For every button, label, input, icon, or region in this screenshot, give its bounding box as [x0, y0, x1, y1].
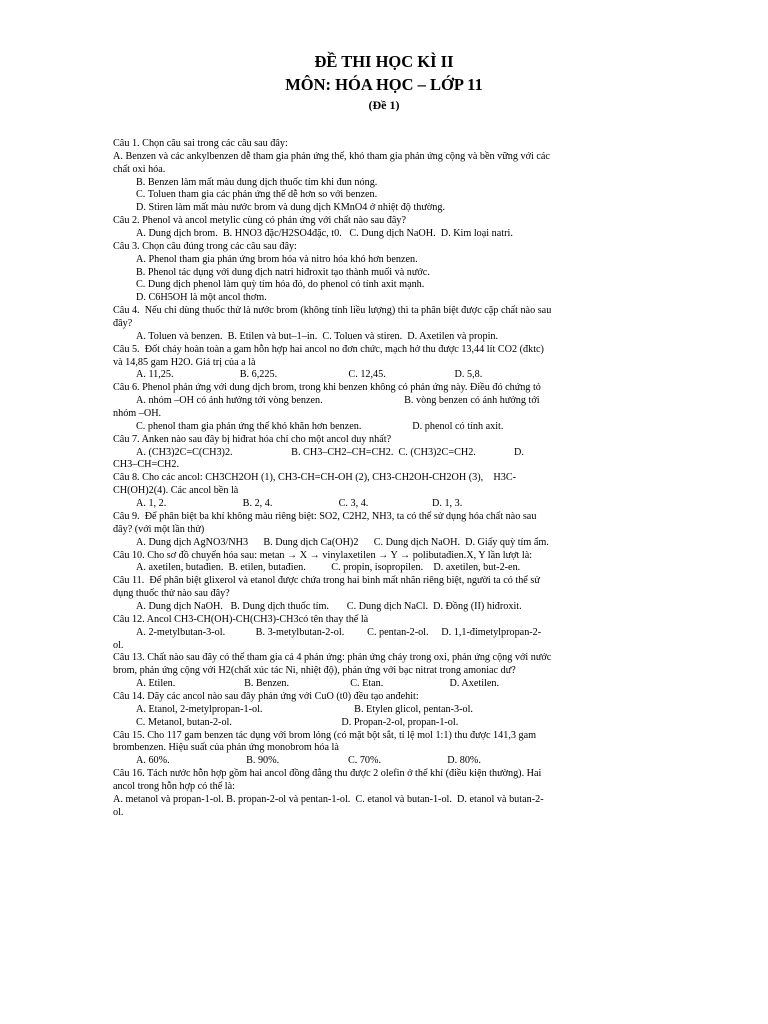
text-line: A. Etanol, 2-metylpropan-1-ol. B. Etylen glicol, pentan-3-ol.: [136, 703, 473, 715]
text-line: ol.: [113, 639, 124, 651]
text-line: A. Benzen và các ankylbenzen dễ tham gia phản ứng thế, khó tham gia phản ứng cộng và bền vững với các: [113, 150, 550, 162]
text-line: B. Phenol tác dụng với dung dịch natri hiđroxit tạo thành muối và nước.: [136, 266, 430, 278]
text-line: Câu 10. Cho sơ đồ chuyển hóa sau: metan → X → vinylaxetilen → Y → polibutađien.X, Y lần lượt là:: [113, 549, 533, 561]
text-line: và 14,85 gam H2O. Giá trị của a là: [113, 356, 256, 368]
text-line: đây?: [113, 318, 133, 330]
question-list: [113, 138, 658, 820]
text-line: Câu 14. Dãy các ancol nào sau đây phản ứng với CuO (t0) đều tạo anđehit:: [113, 690, 419, 702]
text-line: dụng thuốc thử nào sau đây?: [113, 588, 230, 600]
text-line: B. Benzen làm mất màu dung dịch thuốc tím khi đun nóng.: [136, 176, 378, 188]
text-line: chất oxi hóa.: [113, 163, 166, 175]
text-line: A. Dung dịch brom. B. HNO3 đặc/H2SO4đặc, t0. C. Dung dịch NaOH. D. Kim loại natri.: [136, 228, 513, 240]
text-line: brom, phản ứng cộng với H2(chất xúc tác Ni, nhiệt độ), phản ứng với bạc nitrat trong amoniac dư?: [113, 665, 516, 677]
text-line: Câu 7. Anken nào sau đây bị hiđrat hóa chỉ cho một ancol duy nhất?: [113, 433, 392, 445]
text-line: A. axetilen, butađien. B. etilen, butađien. C. propin, isopropilen. D. axetilen, but-2-en.: [136, 562, 521, 574]
text-line: C. phenol tham gia phản ứng thế khó khăn hơn benzen. D. phenol có tính axit.: [136, 420, 504, 432]
text-line: Câu 11. Để phân biệt glixerol và etanol được chứa trong hai bình mất nhãn riêng biệt, người ta có thể sử: [113, 575, 540, 587]
text-line: D. Stiren làm mất màu nước brom và dung dịch KMnO4 ở nhiệt độ thường.: [136, 202, 446, 214]
text-line: Câu 12. Ancol CH3-CH(OH)-CH(CH3)-CH3có tên thay thế là: [113, 613, 369, 625]
text-line: A. 60%. B. 90%. C. 70%. D. 80%.: [136, 755, 481, 767]
document-header: [0, 52, 768, 113]
text-line: A. Dung dịch NaOH. B. Dung dịch thuốc tím. C. Dung dịch NaCl. D. Đồng (II) hiđroxit.: [136, 600, 522, 612]
text-line: Câu 5. Đốt cháy hoàn toàn a gam hỗn hợp hai ancol no đơn chức, mạch hở thu được 13,44 lít CO2 (đktc): [113, 343, 544, 355]
text-line: A. nhóm –OH có ảnh hưởng tới vòng benzen. B. vòng benzen có ảnh hưởng tới: [136, 395, 540, 407]
text-line: Câu 3. Chọn câu đúng trong các câu sau đây:: [113, 240, 297, 252]
text-line: đây? (với một lần thử): [113, 523, 205, 535]
text-line: nhóm –OH.: [113, 408, 162, 420]
text-line: brombenzen. Hiệu suất của phản ứng monobrom hóa là: [113, 742, 339, 754]
text-line: A. Phenol tham gia phản ứng brom hóa và nitro hóa khó hơn benzen.: [136, 253, 418, 265]
text-line: Câu 15. Cho 117 gam benzen tác dụng với brom lỏng (có mặt bột sắt, tỉ lệ mol 1:1) thu được 141,3 gam: [113, 729, 537, 741]
text-line: CH3–CH=CH2.: [113, 459, 180, 471]
text-line: C. Dung dịch phenol làm quỳ tím hóa đỏ, do phenol có tính axit mạnh.: [136, 279, 425, 291]
text-line: A. Toluen và benzen. B. Etilen và but–1–in. C. Toluen và stiren. D. Axetilen và propin.: [136, 330, 499, 342]
text-line: ancol trong hỗn hợp có thể là:: [113, 780, 235, 792]
text-line: Câu 16. Tách nước hỗn hợp gồm hai ancol đồng đẳng thu được 2 olefin ở thể khí (điều kiện thường). Hai: [113, 768, 542, 780]
text-line: D. C6H5OH là một ancol thơm.: [136, 292, 267, 304]
exam-code: (Đề 1): [368, 98, 400, 112]
text-line: A. 11,25. B. 6,225. C. 12,45. D. 5,8.: [136, 369, 483, 381]
text-line: ol.: [113, 806, 124, 818]
text-line: Câu 4. Nếu chỉ dùng thuốc thử là nước brom (không tính liều lượng) thì ta phân biệt được cặp chất nào sau: [113, 305, 552, 317]
text-line: A. 2-metylbutan-3-ol. B. 3-metylbutan-2-ol. C. pentan-2-ol. D. 1,1-đimetylpropan-2-: [136, 626, 542, 638]
text-line: Câu 8. Cho các ancol: CH3CH2OH (1), CH3-CH=CH-OH (2), CH3-CH2OH-CH2OH (3), H3C-: [113, 472, 517, 484]
exam-title: ĐỀ THI HỌC KÌ II: [314, 52, 454, 71]
text-line: A. Etilen. B. Benzen. C. Etan. D. Axetilen.: [136, 678, 500, 690]
text-line: Câu 6. Phenol phản ứng với dung dịch brom, trong khi benzen không có phản ứng này. Điều đó chứng tỏ: [113, 382, 541, 394]
text-line: A. Dung dịch AgNO3/NH3 B. Dung dịch Ca(OH)2 C. Dung dịch NaOH. D. Giấy quỳ tím ẩm.: [136, 536, 549, 548]
text-line: A. (CH3)2C=C(CH3)2. B. CH3–CH2–CH=CH2. C. (CH3)2C=CH2. D.: [136, 446, 524, 458]
text-line: A. 1, 2. B. 2, 4. C. 3, 4. D. 1, 3.: [136, 498, 463, 510]
text-line: Câu 13. Chất nào sau đây có thể tham gia cả 4 phản ứng: phản ứng cháy trong oxi, phản ứng cộng với nước: [113, 652, 552, 664]
text-line: C. Metanol, butan-2-ol. D. Propan-2-ol, propan-1-ol.: [136, 716, 459, 728]
text-line: A. metanol và propan-1-ol. B. propan-2-ol và pentan-1-ol. C. etanol và butan-1-ol. D. etanol và butan-2-: [113, 793, 544, 805]
text-line: Câu 2. Phenol và ancol metylic cùng có phản ứng với chất nào sau đây?: [113, 215, 406, 227]
text-line: Câu 1. Chọn câu sai trong các câu sau đây:: [113, 138, 288, 149]
exam-subject: MÔN: HÓA HỌC – LỚP 11: [285, 75, 483, 94]
text-line: Câu 9. Để phân biệt ba khí không màu riêng biệt: SO2, C2H2, NH3, ta có thể sử dụng hóa chất nào sau: [113, 510, 537, 522]
text-line: C. Toluen tham gia các phản ứng thế dễ hơn so với benzen.: [136, 189, 378, 201]
text-line: CH(OH)2(4). Các ancol bền là: [113, 485, 239, 497]
